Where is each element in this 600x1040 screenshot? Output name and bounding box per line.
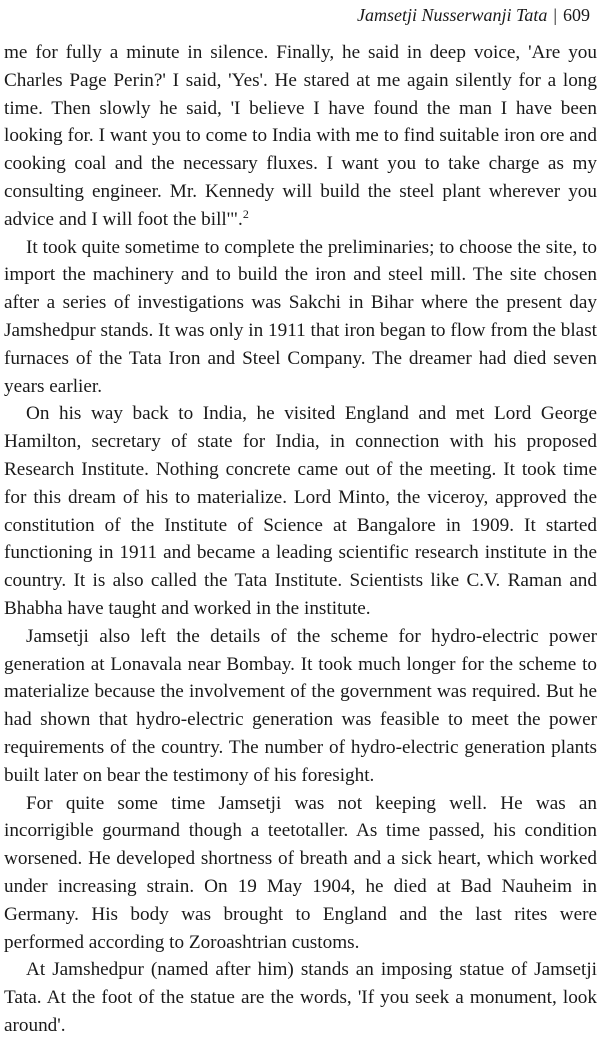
body-text xyxy=(4,39,597,1040)
footnote-marker: 2 xyxy=(242,206,249,221)
paragraph: At Jamshedpur (named after him) stands an imposing statue of Jamsetji Tata. At the foot of the statue are the words, 'If you seek a monument, look around'. xyxy=(4,959,597,1036)
running-head-title: Jamsetji Nusserwanji Tata xyxy=(357,5,548,25)
paragraph: It took quite sometime to complete the preliminaries; to choose the site, to import the machinery and to build the iron and steel mill. The site chosen after a series of investigations was Sakchi in Bihar where the present day Jamshedpur stands. It was only in 1911 that iron began to flow from the blast furnaces of the Tata Iron and Steel Company. The dreamer had died seven years earlier. xyxy=(4,236,597,397)
paragraph-text: me for fully a minute in silence. Finally, he said in deep voice, 'Are you Charles Page Perin?' I said, 'Yes'. He stared at me again silently for a long time. Then slowly he said, 'I believe I have found the man I have been looking for. I want you to come to India with me to find suitable iron ore and cooking coal and the necessary fluxes. I want you to take charge as my consulting engineer. Mr. Kennedy will build the steel plant wherever you advice and I will foot the bill'". xyxy=(4,42,597,230)
page-number: 609 xyxy=(563,5,590,25)
paragraph: Jamsetji also left the details of the scheme for hydro-electric power generation at Lonavala near Bombay. It took much longer for the scheme to materialize because the involvement of the government was required. But he had shown that hydro-electric generation was feasible to meet the power requirements of the country. The number of hydro-electric generation plants built later on bear the testimony of his foresight. xyxy=(4,625,597,786)
running-head-separator: | xyxy=(553,5,557,25)
paragraph: On his way back to India, he visited England and met Lord George Hamilton, secretary of state for India, in connection with his proposed Research Institute. Nothing concrete came out of the meeting. It took time for this dream of his to materialize. Lord Minto, the viceroy, approved the constitution of the Institute of Science at Bangalore in 1909. It started functioning in 1911 and became a leading scientific research institute in the country. It is also called the Tata Institute. Scientists like C.V. Raman and Bhabha have taught and worked in the institute. xyxy=(4,403,597,619)
running-head xyxy=(357,0,590,30)
paragraph: For quite some time Jamsetji was not keeping well. He was an incorrigible gourmand though a teetotaller. As time passed, his condition worsened. He developed shortness of breath and a sick heart, which worked under increasing strain. On 19 May 1904, he died at Bad Nauheim in Germany. His body was brought to England and the last rites were performed according to Zoroashtrian customs. xyxy=(4,792,597,953)
paragraph-continued xyxy=(4,39,597,234)
